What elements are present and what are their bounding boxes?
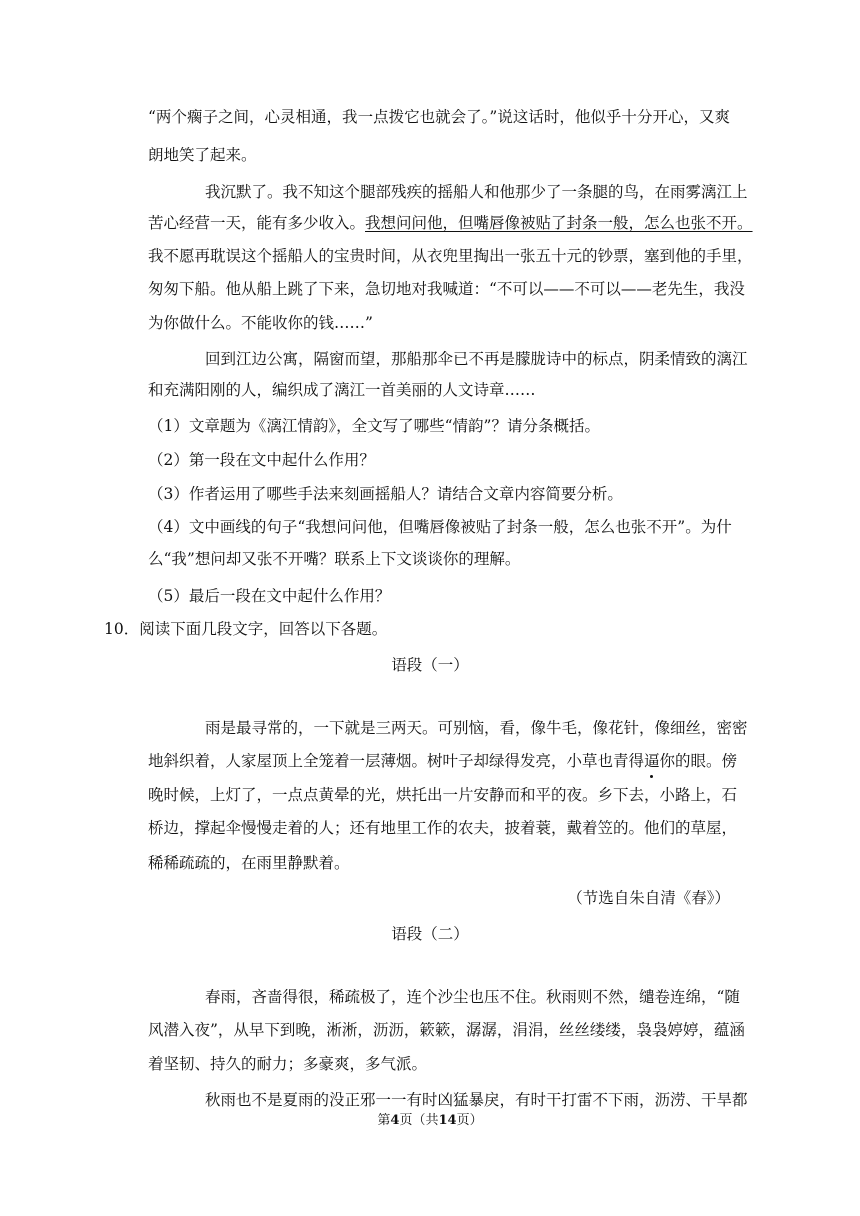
passage-line bbox=[148, 213, 753, 233]
passage-line: 桥边，撑起伞慢慢走着的人；还有地里工作的农夫，披着蓑，戴着笠的。他们的草屋， bbox=[148, 819, 738, 837]
page-number: 4 bbox=[390, 1113, 400, 1128]
footer-prefix: 第 bbox=[377, 1113, 391, 1128]
passage-text: 地斜织着，人家屋顶上全笼着一层薄烟。树叶子却绿得发亮，小草也青得 bbox=[148, 752, 645, 770]
passage-line: 雨是最寻常的，一下就是三两天。可别恼，看，像牛毛，像花针，像细丝，密密 bbox=[205, 719, 748, 737]
section-1-heading: 语段（一） bbox=[391, 656, 469, 674]
passage-line: 秋雨也不是夏雨的没正邪一一有时凶猛暴戾，有时干打雷不下雨，沥涝、干旱都 bbox=[205, 1091, 748, 1109]
passage-line: 晚时候，上灯了，一点点黄晕的光，烘托出一片安静而和平的夜。乡下去，小路上，石 bbox=[148, 786, 738, 804]
dotted-character: 逼 bbox=[644, 752, 660, 770]
total-pages: 14 bbox=[438, 1113, 457, 1128]
footer-suffix: 页） bbox=[456, 1113, 483, 1128]
footer-middle: 页（共 bbox=[399, 1113, 439, 1128]
passage-line: “两个瘸子之间，心灵相通，我一点拨它也就会了。”说这话时，他似乎十分开心，又爽 bbox=[148, 108, 730, 126]
passage-text: 苦心经营一天，能有多少收入。 bbox=[148, 214, 366, 232]
question-5: （5）最后一段在文中起什么作用？ bbox=[148, 587, 391, 605]
question-4-continued: 么“我”想问却又张不开嘴？联系上下文谈谈你的理解。 bbox=[148, 550, 521, 568]
underlined-sentence: 我想问问他，但嘴唇像被贴了封条一般，怎么也张不开。 bbox=[365, 214, 753, 232]
page-footer bbox=[0, 1113, 860, 1129]
passage-line: 朗地笑了起来。 bbox=[148, 146, 257, 164]
passage-line: 我不愿再耽误这个摇船人的宝贵时间，从衣兜里掏出一张五十元的钞票，塞到他的手里， bbox=[148, 247, 753, 265]
question-4: （4）文中画线的句子“我想问问他，但嘴唇像被贴了封条一般，怎么也张不开”。为什 bbox=[148, 518, 732, 536]
question-1: （1）文章题为《漓江情韵》，全文写了哪些“情韵”？请分条概括。 bbox=[148, 417, 600, 435]
passage-line: 为你做什么。不能收你的钱……” bbox=[148, 314, 373, 332]
passage-line: 回到江边公寓，隔窗而望，那船那伞已不再是朦胧诗中的标点，阴柔情致的漓江 bbox=[205, 350, 748, 368]
passage-line: 春雨，吝啬得很，稀疏极了，连个沙尘也压不住。秋雨则不然，缱卷连绵，“随 bbox=[205, 988, 740, 1006]
passage-line: 风潜入夜”，从早下到晚，淅淅，沥沥，簌簌，潺潺，涓涓，丝丝缕缕，袅袅婷婷，蕴涵 bbox=[148, 1021, 745, 1039]
passage-line: 匆匆下船。他从船上跳了下来，急切地对我喊道：“不可以——不可以——老先生，我没 bbox=[148, 280, 745, 298]
section-2-heading: 语段（二） bbox=[391, 925, 469, 943]
passage-line: 稀稀疏疏的，在雨里静默着。 bbox=[148, 854, 350, 872]
question-2: （2）第一段在文中起什么作用？ bbox=[148, 451, 375, 469]
passage-line bbox=[148, 751, 738, 771]
problem-10-intro: 10．阅读下面几段文字，回答以下各题。 bbox=[104, 620, 388, 638]
passage-line: 我沉默了。我不知这个腿部残疾的摇船人和他那少了一条腿的鸟，在雨雾漓江上 bbox=[205, 183, 748, 201]
source-citation: （节选自朱自清《春》） bbox=[567, 889, 730, 907]
passage-line: 和充满阳刚的人，编织成了漓江一首美丽的人文诗章…… bbox=[148, 381, 536, 399]
question-3: （3）作者运用了哪些手法来刻画摇船人？请结合文章内容简要分析。 bbox=[148, 485, 623, 503]
passage-text: 你的眼。傍 bbox=[659, 752, 738, 770]
passage-line: 着坚韧、持久的耐力；多豪爽，多气派。 bbox=[148, 1055, 428, 1073]
